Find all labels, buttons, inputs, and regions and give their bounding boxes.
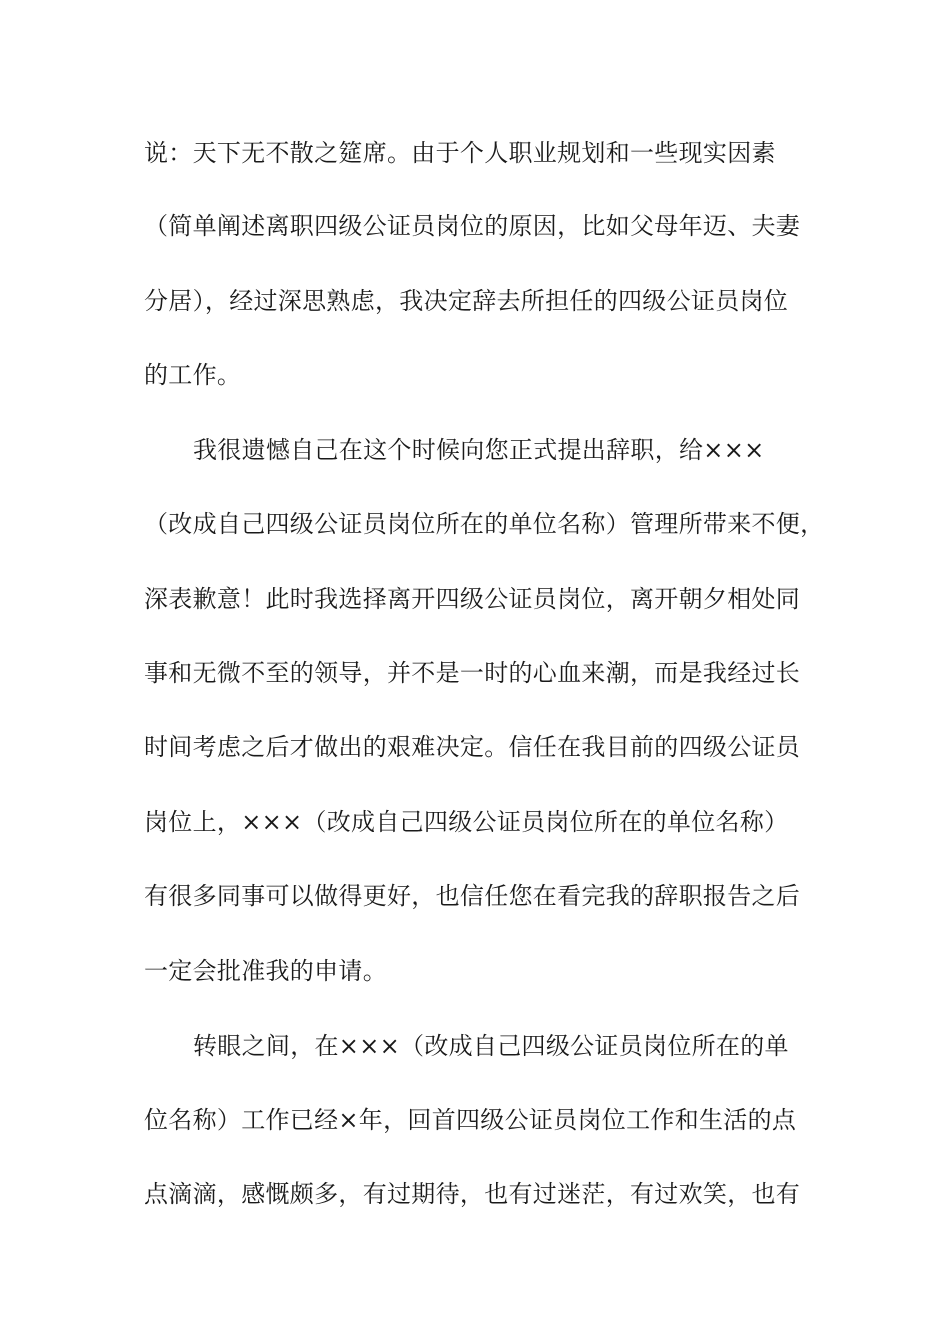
text-line: 说：天下无不散之筵席。由于个人职业规划和一些现实因素 [144, 139, 776, 167]
text-line: 位名称）工作已经×年，回首四级公证员岗位工作和生活的点 [144, 1106, 797, 1134]
paragraph-first-line: 我很遗憾自己在这个时候向您正式提出辞职，给××× [193, 436, 765, 464]
text-line: 事和无微不至的领导，并不是一时的心血来潮，而是我经过长 [144, 659, 801, 687]
text-line: 岗位上，×××（改成自己四级公证员岗位所在的单位名称） [144, 808, 789, 836]
text-line: 的工作。 [144, 361, 242, 389]
text-line: 有很多同事可以做得更好，也信任您在看完我的辞职报告之后 [144, 882, 801, 910]
text-line: 一定会批准我的申请。 [144, 957, 387, 985]
text-line: （改成自己四级公证员岗位所在的单位名称）管理所带来不便， [144, 510, 825, 538]
text-line: （简单阐述离职四级公证员岗位的原因，比如父母年迈、夫妻 [144, 212, 801, 240]
text-line: 深表歉意！此时我选择离开四级公证员岗位，离开朝夕相处同 [144, 585, 801, 613]
text-line: 时间考虑之后才做出的艰难决定。信任在我目前的四级公证员 [144, 733, 801, 761]
paragraph-first-line: 转眼之间，在×××（改成自己四级公证员岗位所在的单 [193, 1032, 789, 1060]
text-line: 分居），经过深思熟虑，我决定辞去所担任的四级公证员岗位 [144, 287, 789, 315]
text-line: 点滴滴，感慨颇多，有过期待，也有过迷茫，有过欢笑，也有 [144, 1180, 801, 1208]
